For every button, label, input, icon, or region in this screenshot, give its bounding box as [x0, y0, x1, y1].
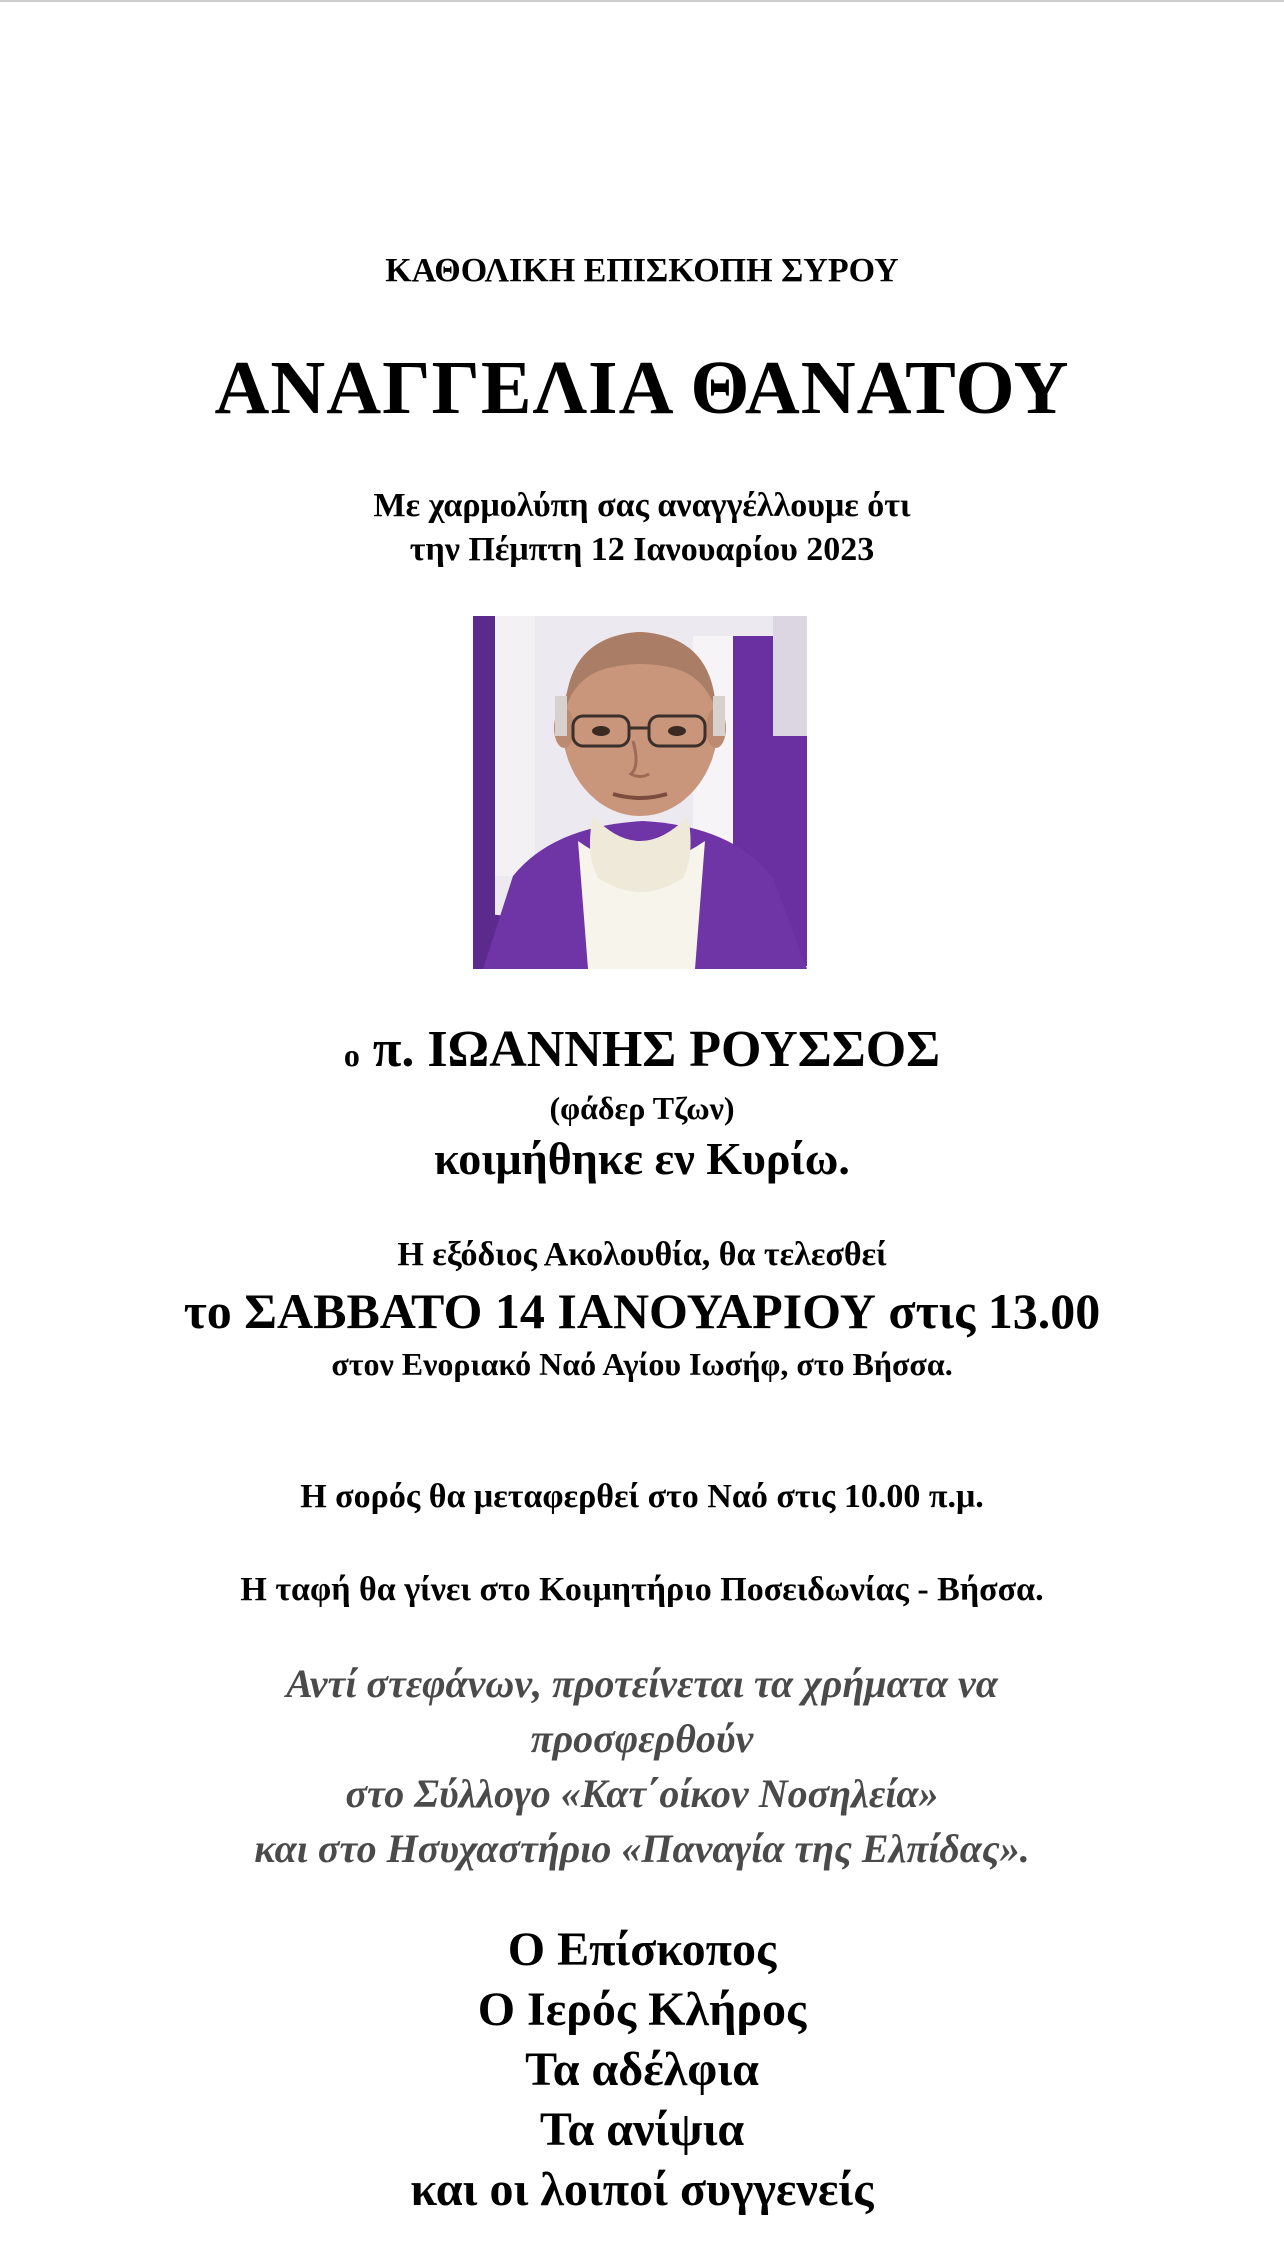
intro-line: Με χαρμολύπη σας αναγγέλλουμε ότι — [373, 487, 911, 524]
signatory: Ο Επίσκοπος — [507, 1923, 777, 1976]
funeral-service-place: στον Ενοριακό Ναό Αγίου Ιωσήφ, στο Βήσσα. — [331, 1346, 953, 1382]
signatories — [0, 1920, 1284, 2220]
burial-info: Η ταφή θα γίνει στο Κοιμητήριο Ποσειδωνίας - Βήσσα. — [240, 1571, 1044, 1608]
donation-line: στο Σύλλογο «Κατ΄οίκον Νοσηλεία» — [345, 1771, 939, 1816]
funeral-service-intro: Η εξόδιος Ακολουθία, θα τελεσθεί — [397, 1236, 887, 1273]
donation-line: προσφερθούν — [530, 1716, 754, 1761]
donation-line: και στο Ησυχαστήριο «Παναγία της Ελπίδας». — [254, 1826, 1030, 1871]
signatory: Τα ανίψια — [539, 2103, 745, 2156]
priest-portrait-photo — [473, 616, 807, 969]
donation-line: Αντί στεφάνων, προτείνεται τα χρήματα να — [286, 1661, 998, 1706]
notice-headline: ΑΝΑΓΓΕΛΙΑ ΘΑΝΑΤΟΥ — [214, 346, 1070, 430]
deceased-nickname: (φάδερ Τζων) — [549, 1090, 735, 1126]
deceased-name-line — [0, 1020, 1284, 1079]
diocese-name: ΚΑΘΟΛΙΚΗ ΕΠΙΣΚΟΠΗ ΣΥΡΟΥ — [385, 252, 899, 289]
body-transfer-info: Η σορός θα μεταφερθεί στο Ναό στις 10.00 π.μ. — [300, 1478, 984, 1515]
deceased-name: π. ΙΩΑΝΝΗΣ ΡΟΥΣΣΟΣ — [372, 1021, 941, 1078]
donation-request — [0, 1656, 1284, 1876]
intro-line: την Πέμπτη 12 Ιανουαρίου 2023 — [409, 531, 875, 568]
name-prefix: ο — [343, 1037, 360, 1073]
signatory: και οι λοιποί συγγενείς — [410, 2163, 874, 2216]
top-border — [0, 0, 1284, 2]
signatory: Ο Ιερός Κλήρος — [477, 1983, 807, 2036]
funeral-service-date: το ΣΑΒΒΑΤΟ 14 ΙΑΝΟΥΑΡΙΟΥ στις 13.00 — [183, 1283, 1101, 1339]
intro-text — [0, 484, 1284, 572]
signatory: Τα αδέλφια — [525, 2043, 759, 2096]
reposed-statement: κοιμήθηκε εν Κυρίω. — [434, 1133, 850, 1184]
